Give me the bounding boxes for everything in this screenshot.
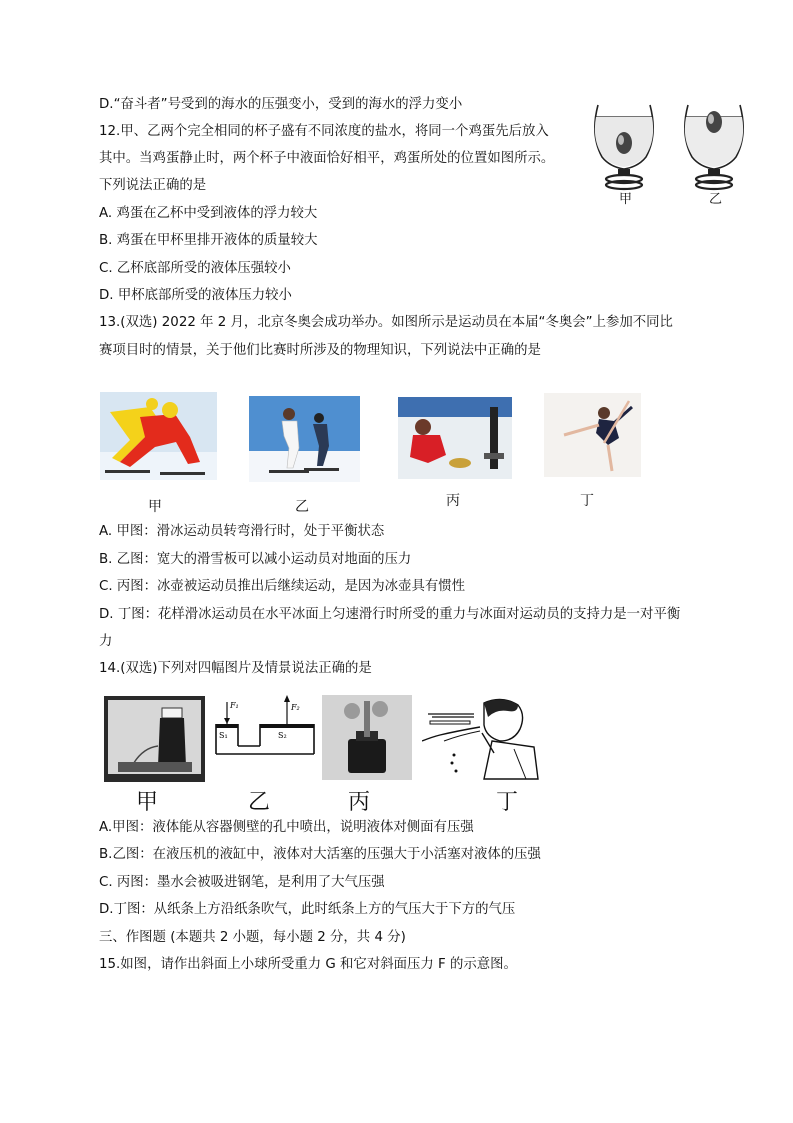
q12-option-a: A. 鸡蛋在乙杯中受到液体的浮力较大 [99, 206, 318, 221]
egg-in-cup-yi [706, 111, 722, 133]
q12-label-jia: 甲 [619, 192, 633, 207]
photo-skiing [249, 396, 360, 482]
q14-option-b: B.乙图：在液压机的液缸中，液体对大活塞的压强大于小活塞对液体的压强 [99, 847, 541, 862]
q14-stem: 14.(双选)下列对四幅图片及情景说法正确的是 [99, 661, 372, 676]
label-s2: S₂ [278, 731, 287, 740]
q12-option-b: B. 鸡蛋在甲杯里排开液体的质量较大 [99, 233, 318, 248]
q13-option-a: A. 甲图：滑冰运动员转弯滑行时，处于平衡状态 [99, 524, 385, 539]
q13-option-c: C. 丙图：冰壶被运动员推出后继续运动，是因为冰壶具有惯性 [99, 579, 466, 594]
q14-caption-jia: 甲 [136, 790, 159, 815]
q14-caption-bing: 丙 [348, 790, 371, 815]
photo-speed-skating [100, 392, 217, 480]
q14-option-d: D.丁图：从纸条上方沿纸条吹气，此时纸条上方的气压大于下方的气压 [99, 902, 516, 917]
q12-option-d: D. 甲杯底部所受的液体压力较小 [99, 288, 292, 303]
q14-option-a: A.甲图：液体能从容器侧壁的孔中喷出，说明液体对侧面有压强 [99, 820, 474, 835]
photo-curling [398, 397, 512, 479]
q14-option-c: C. 丙图：墨水会被吸进钢笔，是利用了大气压强 [99, 875, 385, 890]
q13-caption-ding: 丁 [580, 493, 594, 509]
label-s1: S₁ [219, 731, 228, 740]
q15-stem: 15.如图，请作出斜面上小球所受重力 G 和它对斜面压力 F 的示意图。 [99, 957, 517, 972]
photo-figure-skating [544, 393, 641, 477]
q12-option-c: C. 乙杯底部所受的液体压强较小 [99, 261, 291, 276]
q12-stem-line-1: 12.甲、乙两个完全相同的杯子盛有不同浓度的盐水，将同一个鸡蛋先后放入 [99, 124, 549, 139]
q11-option-d: D.“奋斗者”号受到的海水的压强变小，受到的海水的浮力变小 [99, 97, 463, 112]
q12-stem-line-2: 其中。当鸡蛋静止时，两个杯子中液面恰好相平，鸡蛋所处的位置如图所示。 [99, 151, 555, 166]
q13-stem-line-2: 赛项目时的情景，关于他们比赛时所涉及的物理知识，下列说法中正确的是 [99, 343, 541, 358]
q13-caption-bing: 丙 [446, 493, 460, 509]
q13-caption-jia: 甲 [148, 499, 162, 515]
q13-option-b: B. 乙图：宽大的滑雪板可以减小运动员对地面的压力 [99, 552, 412, 567]
q14-fountain-pen-photo [322, 695, 412, 780]
label-f2: F₂ [291, 703, 300, 712]
q12-stem-line-3: 下列说法正确的是 [99, 178, 207, 193]
section-3-title: 三、作图题 (本题共 2 小题，每小题 2 分，共 4 分) [99, 930, 406, 945]
egg-in-cup-jia [616, 132, 632, 154]
q14-blowing-paper-figure [422, 697, 542, 781]
q14-caption-yi: 乙 [248, 790, 271, 815]
q13-stem-line-1: 13.(双选) 2022 年 2 月，北京冬奥会成功举办。如图所示是运动员在本届“冬奥会”上参加不同比 [99, 315, 673, 330]
q12-cups-figure [588, 95, 768, 210]
q12-label-yi: 乙 [709, 192, 723, 207]
cup-yi [685, 105, 743, 189]
q14-hydraulic-press-diagram [210, 694, 318, 776]
q13-option-d-line-1: D. 丁图：花样滑冰运动员在水平冰面上匀速滑行时所受的重力与冰面对运动员的支持力是一对平衡 [99, 607, 681, 622]
cup-jia [595, 105, 653, 189]
label-f1: F₁ [230, 701, 239, 710]
q14-caption-ding: 丁 [496, 790, 519, 815]
q13-caption-yi: 乙 [295, 499, 309, 515]
q14-bottle-photo [104, 696, 205, 782]
q13-option-d-line-2: 力 [99, 634, 113, 649]
